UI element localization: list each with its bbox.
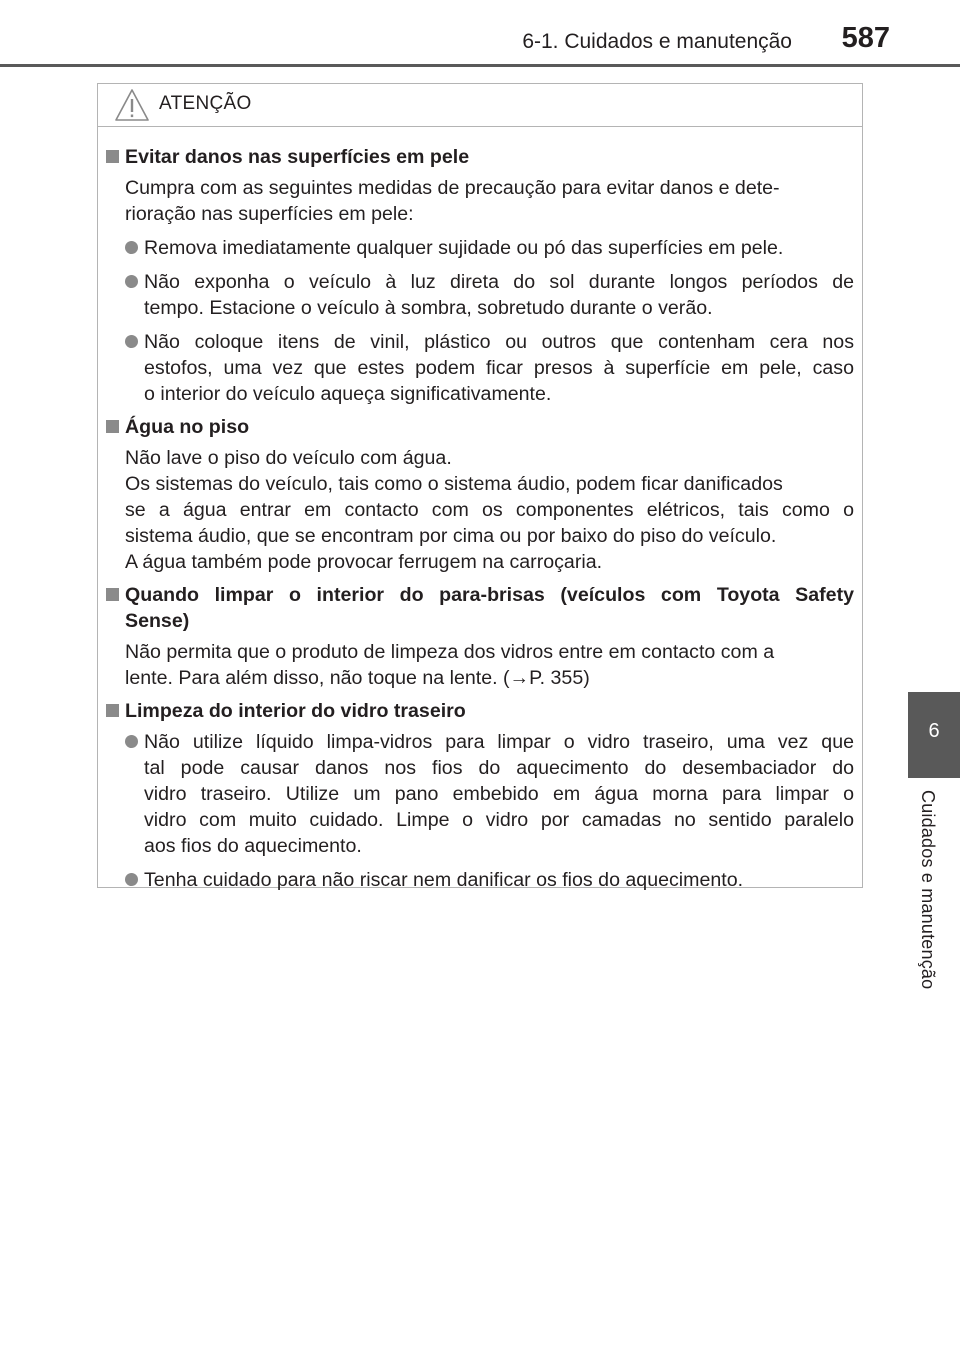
warning-content <box>98 127 862 893</box>
round-bullet-icon <box>125 873 138 886</box>
section-heading-text: Sense) <box>125 610 190 632</box>
bullet-item <box>106 867 854 893</box>
round-bullet-icon <box>125 735 138 748</box>
text-line: rioração nas superfícies em pele: <box>125 203 414 225</box>
text-line: tal pode causar danos nos fios do aquecimento do desembaciador do <box>144 757 854 779</box>
page-header <box>0 0 960 70</box>
text-line: se a água entrar em contacto com os componentes elétricos, tais como o <box>125 499 854 521</box>
text-line: A água também pode provocar ferrugem na carroçaria. <box>125 551 603 573</box>
text-line: Não lave o piso do veículo com água. <box>125 447 452 469</box>
section-heading-text: Evitar danos nas superfícies em pele <box>125 146 470 168</box>
round-bullet-icon <box>125 335 138 348</box>
paragraph <box>106 445 854 575</box>
bullet-item <box>106 269 854 321</box>
warning-header <box>98 84 862 127</box>
section-title: 6-1. Cuidados e manutenção <box>522 30 792 53</box>
chapter-tab <box>908 692 960 778</box>
text-line: estofos, uma vez que estes podem ficar presos à superfície em pele, caso <box>144 357 854 379</box>
section-heading-rear-window <box>106 698 854 724</box>
header-rule <box>0 64 960 67</box>
section-heading-text: Limpeza do interior do vidro traseiro <box>125 700 466 722</box>
text-line: lente. Para além disso, não toque na lente. (→P. 355) <box>125 667 590 689</box>
text-line: Não permita que o produto de limpeza dos vidros entre em contacto com a <box>125 641 775 663</box>
text-line: Tenha cuidado para não riscar nem danificar os fios do aquecimento. <box>144 869 744 891</box>
bullet-item <box>106 329 854 407</box>
section-heading-leather <box>106 144 854 170</box>
square-bullet-icon <box>106 588 119 601</box>
section-heading-text: Quando limpar o interior do para-brisas (veículos com Toyota Safety <box>125 584 854 606</box>
section-heading-water <box>106 414 854 440</box>
paragraph <box>106 175 854 227</box>
text-line: Não utilize líquido limpa-vidros para limpar o vidro traseiro, uma vez que <box>144 731 854 753</box>
warning-triangle-icon <box>114 88 150 122</box>
round-bullet-icon <box>125 241 138 254</box>
text-line: Cumpra com as seguintes medidas de precaução para evitar danos e dete- <box>125 177 780 199</box>
paragraph <box>106 639 854 691</box>
square-bullet-icon <box>106 420 119 433</box>
bullet-item <box>106 729 854 859</box>
square-bullet-icon <box>106 150 119 163</box>
text-line: vidro traseiro. Utilize um pano embebido em água morna para limpar o <box>144 783 854 805</box>
warning-title: ATENÇÃO <box>159 93 252 114</box>
chapter-label: Cuidados e manutenção <box>918 790 938 990</box>
text-line: Não exponha o veículo à luz direta do sol durante longos períodos de <box>144 271 854 293</box>
text-line: o interior do veículo aqueça significativamente. <box>144 383 552 405</box>
section-heading-windshield <box>106 582 854 634</box>
text-line: aos fios do aquecimento. <box>144 835 362 857</box>
page-number: 587 <box>841 22 890 54</box>
text-line: Remova imediatamente qualquer sujidade ou pó das superfícies em pele. <box>144 237 784 259</box>
chapter-number: 6 <box>928 720 940 742</box>
bullet-item <box>106 235 854 261</box>
text-line: vidro com muito cuidado. Limpe o vidro por camadas no sentido paralelo <box>144 809 854 831</box>
round-bullet-icon <box>125 275 138 288</box>
text-line: tempo. Estacione o veículo à sombra, sobretudo durante o verão. <box>144 297 713 319</box>
section-heading-text: Água no piso <box>125 416 250 438</box>
text-line: sistema áudio, que se encontram por cima ou por baixo do piso do veículo. <box>125 525 777 547</box>
text-line: Não coloque itens de vinil, plástico ou outros que contenham cera nos <box>144 331 854 353</box>
warning-box <box>97 83 863 891</box>
square-bullet-icon <box>106 704 119 717</box>
text-line: Os sistemas do veículo, tais como o sistema áudio, podem ficar danificados <box>125 473 783 495</box>
